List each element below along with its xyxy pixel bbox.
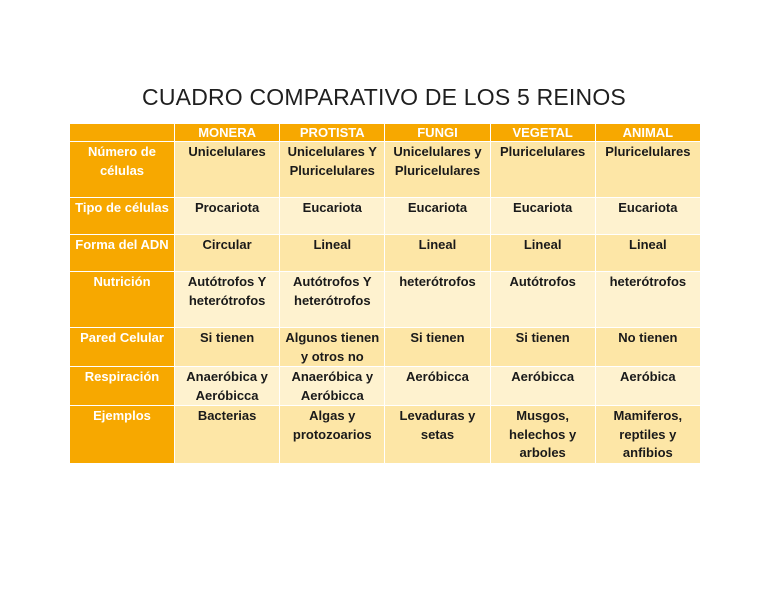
table-cell: Levaduras y setas bbox=[385, 406, 490, 464]
table-cell: Eucariota bbox=[490, 198, 595, 235]
table-cell: Anaeróbica y Aeróbicca bbox=[280, 367, 385, 406]
table-cell: Pluricelulares bbox=[490, 142, 595, 198]
header-protista: PROTISTA bbox=[280, 124, 385, 142]
table-cell: Algunos tienen y otros no bbox=[280, 328, 385, 367]
header-row bbox=[70, 124, 701, 142]
table-cell: Si tienen bbox=[175, 328, 280, 367]
table-cell: Lineal bbox=[595, 235, 700, 272]
table-cell: Procariota bbox=[175, 198, 280, 235]
table-row bbox=[70, 406, 701, 464]
table-cell: Unicelulares Y Pluricelulares bbox=[280, 142, 385, 198]
row-label: Número de células bbox=[70, 142, 175, 198]
table-cell: Circular bbox=[175, 235, 280, 272]
row-label: Respiración bbox=[70, 367, 175, 406]
row-label: Nutrición bbox=[70, 272, 175, 328]
table-cell: Autótrofos Y heterótrofos bbox=[280, 272, 385, 328]
table-row bbox=[70, 367, 701, 406]
row-label: Ejemplos bbox=[70, 406, 175, 464]
table-cell: Unicelulares y Pluricelulares bbox=[385, 142, 490, 198]
table-row bbox=[70, 235, 701, 272]
table-cell: Algas y protozoarios bbox=[280, 406, 385, 464]
table-row bbox=[70, 328, 701, 367]
table-cell: Pluricelulares bbox=[595, 142, 700, 198]
table-cell: Mamiferos, reptiles y anfibios bbox=[595, 406, 700, 464]
table-cell: Lineal bbox=[280, 235, 385, 272]
table-row bbox=[70, 272, 701, 328]
header-vegetal: VEGETAL bbox=[490, 124, 595, 142]
table-cell: Eucariota bbox=[280, 198, 385, 235]
header-fungi: FUNGI bbox=[385, 124, 490, 142]
table-cell: Eucariota bbox=[595, 198, 700, 235]
table-cell: Aeróbicca bbox=[490, 367, 595, 406]
table-cell: Musgos, helechos y arboles bbox=[490, 406, 595, 464]
table-cell: Anaeróbica y Aeróbicca bbox=[175, 367, 280, 406]
table-cell: Eucariota bbox=[385, 198, 490, 235]
row-label: Forma del ADN bbox=[70, 235, 175, 272]
table-cell: Lineal bbox=[490, 235, 595, 272]
table-row bbox=[70, 142, 701, 198]
table-cell: Bacterias bbox=[175, 406, 280, 464]
table-cell: Autótrofos Y heterótrofos bbox=[175, 272, 280, 328]
table-cell: heterótrofos bbox=[595, 272, 700, 328]
header-animal: ANIMAL bbox=[595, 124, 700, 142]
table-cell: Autótrofos bbox=[490, 272, 595, 328]
table-cell: Unicelulares bbox=[175, 142, 280, 198]
row-label: Tipo de células bbox=[70, 198, 175, 235]
table-row bbox=[70, 198, 701, 235]
table-cell: Lineal bbox=[385, 235, 490, 272]
header-monera: MONERA bbox=[175, 124, 280, 142]
table-cell: Aeróbica bbox=[595, 367, 700, 406]
table-cell: heterótrofos bbox=[385, 272, 490, 328]
comparison-table bbox=[69, 123, 701, 464]
table-cell: No tienen bbox=[595, 328, 700, 367]
table-cell: Si tienen bbox=[490, 328, 595, 367]
table-cell: Si tienen bbox=[385, 328, 490, 367]
header-corner bbox=[70, 124, 175, 142]
row-label: Pared Celular bbox=[70, 328, 175, 367]
table-cell: Aeróbicca bbox=[385, 367, 490, 406]
document-title: CUADRO COMPARATIVO DE LOS 5 REINOS bbox=[142, 84, 626, 110]
